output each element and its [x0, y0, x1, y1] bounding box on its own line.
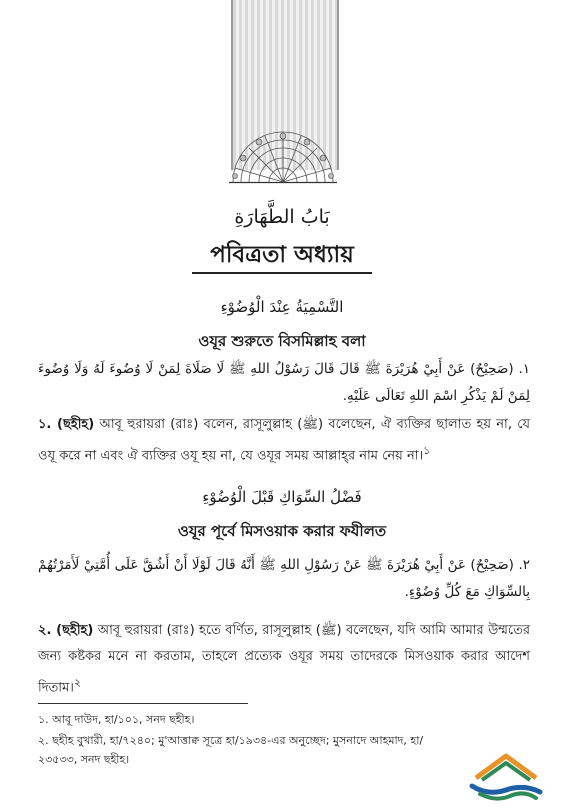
footnote-ref: ২ — [73, 676, 81, 689]
chapter-arabic-title: بَابُ الطَّهَارَةِ — [234, 206, 330, 228]
chapter-bengali-title: পবিত্রতা অধ্যায় — [210, 241, 354, 268]
section-2-bengali-hadith — [38, 618, 530, 701]
footnote-divider — [38, 703, 248, 704]
publisher-logo — [466, 750, 546, 802]
section-2-arabic-hadith: ٢. (صَحِيْحٌ) عَنْ أَبِيْ هُرَيْرَةَ ﷺ عَنْ رَسُوْلِ اللهِ ﷺ أَنَّهُ قَالَ لَوْلَا أَنْ أَشُقَّ عَلَى أُمَّتِيْ لَأَمَرْتُهُمْ بِالسِّوَاكِ مَعَ كُلِّ وُضُوْءٍ. — [38, 557, 530, 600]
hadith-translation: আবূ হুরায়রা (রাঃ) বলেন, রাসূলুল্লাহ (ﷺ) বলেছেন, ঐ ব্যক্তির ছালাত হয় না, যে ওযূ করে না এবং ঐ ব্যক্তির ওযূ হয় না, যে ওযূর সময় আল্লাহ্‌র নাম নেয় না। — [38, 417, 531, 464]
hadith-translation: আবূ হুরায়রা (রাঃ) হতে বর্ণিত, রাসূলুল্লাহ (ﷺ) বলেছেন, যদি আমি আমার উম্মতের জন্য কষ্টকর মনে না করতাম, তাহলে প্রত্যেক ওযূর সময় তাদেরকে মিসওয়াক করার আদেশ দিতাম। — [38, 623, 530, 696]
section-1-arabic-hadith: ١. (صَحِيْحٌ) عَنْ أَبِيْ هُرَيْرَةَ ﷺ قَالَ قَالَ رَسُوْلُ اللهِ ﷺ لَا صَلَاةَ لِمَنْ لَا وُضُوءَ لَهُ وَلَا وُضُوءَ لِمَنْ لَمْ يَذْكُرِ اسْمَ اللهِ تَعَالَى عَلَيْهِ. — [38, 361, 530, 404]
section-1-arabic-heading: التَّسْمِيَةُ عِنْدَ الْوُضُوْءِ — [220, 298, 344, 316]
title-underline — [192, 272, 372, 274]
section-2-arabic-heading: فَضْلُ السِّوَاكِ قَبْلَ الْوُضُوْءِ — [202, 488, 362, 506]
footnote-1: ১. আবূ দাউদ, হা/১০১, সনদ ছহীহ। — [38, 713, 195, 726]
footnote-ref: ১ — [423, 444, 431, 457]
section-1-bengali-hadith — [38, 412, 530, 469]
section-1-bengali-heading: ওযূর শুরুতে বিসমিল্লাহ বলা — [198, 332, 366, 350]
footnote-2: ২. ছহীহ বুখারী, হা/৭২৪০; মু'আত্তাক্ব সূত্রে হা/১৯৩৪-এর অনুচ্ছেদ; মুসনাদে আহমাদ, হা/২৩৫৩৩, সনদ ছহীহ। — [38, 734, 424, 766]
hadith-label: ২. (ছহীহ) — [38, 623, 94, 638]
section-2-bengali-heading: ওযূর পূর্বে মিসওয়াক করার ফযীলত — [177, 522, 387, 540]
mandala-ornament — [229, 128, 337, 184]
hadith-label: ১. (ছহীহ) — [38, 417, 95, 432]
